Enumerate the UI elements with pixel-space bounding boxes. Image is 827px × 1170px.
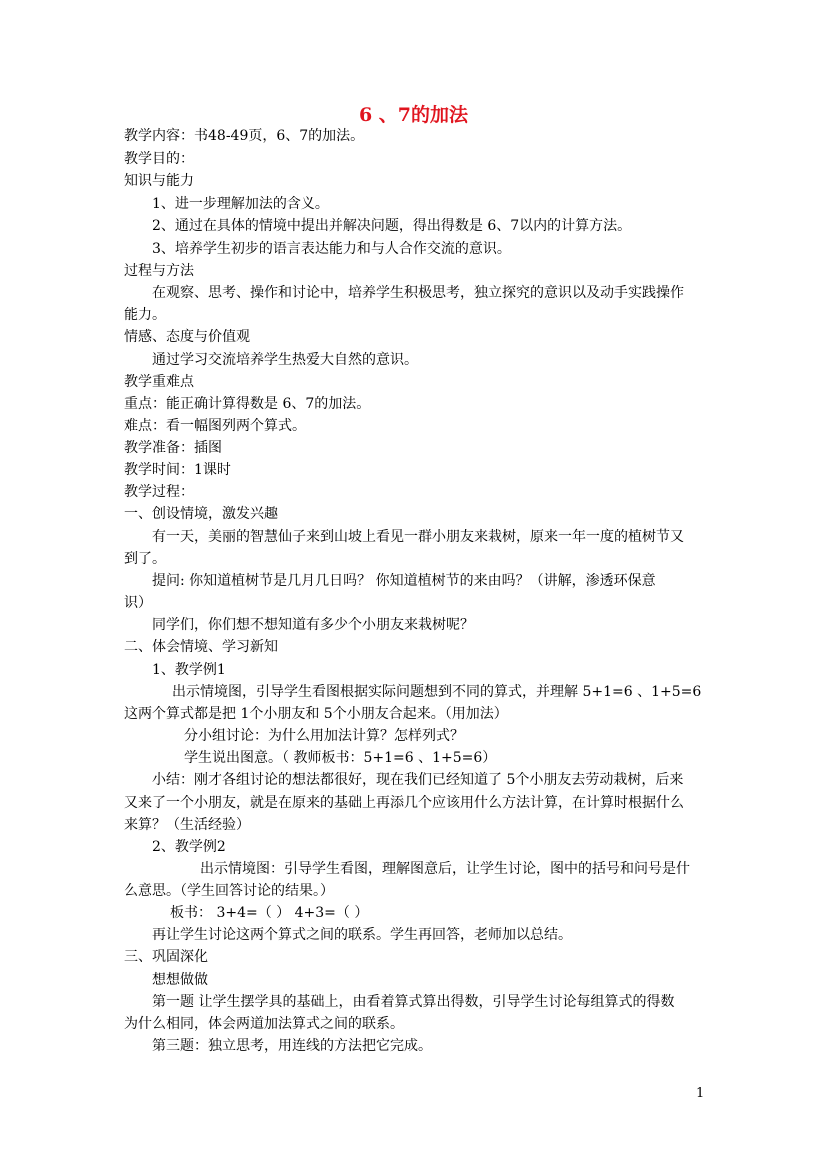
text-line: 来算？（生活经验） (124, 817, 250, 833)
text-line: 小结：刚才各组讨论的想法都很好，现在我们已经知道了 5个小朋友去劳动栽树，后来 (152, 772, 684, 788)
text-line: 这两个算式都是把 1个小朋友和 5个小朋友合起来。（用加法） (124, 706, 508, 722)
text-line: 出示情境图：引导学生看图，理解图意后，让学生讨论，图中的括号和问号是什 (200, 861, 690, 877)
text-line: 知识与能力 (124, 173, 194, 189)
text-line: 出示情境图，引导学生看图根据实际问题想到不同的算式，并理解 5+1=6 、1+5=6 (172, 684, 702, 700)
text-line: 分小组讨论：为什么用加法计算？怎样列式？ (184, 728, 464, 744)
text-line: 教学时间：1课时 (124, 462, 231, 478)
text-line: 为什么相同，体会两道加法算式之间的联系。 (124, 1016, 404, 1032)
text-line: 到了。 (124, 551, 166, 567)
text-line: 二、体会情境、学习新知 (124, 639, 278, 655)
text-line: 能力。 (124, 307, 166, 323)
text-line: 想想做做 (152, 972, 208, 988)
text-line: 教学准备：插图 (124, 440, 222, 456)
text-line: 2、通过在具体的情境中提出并解决问题，得出得数是 6、7以内的计算方法。 (152, 218, 632, 234)
text-line: 在观察、思考、操作和讨论中，培养学生积极思考，独立探究的意识以及动手实践操作 (152, 285, 684, 301)
text-line: 重点：能正确计算得数是 6、7的加法。 (124, 396, 371, 412)
text-line: 三、巩固深化 (124, 949, 208, 965)
text-line: 3、培养学生初步的语言表达能力和与人合作交流的意识。 (152, 241, 511, 257)
text-line: 提问: 你知道植树节是几月几日吗？ 你知道植树节的来由吗？（讲解，渗透环保意 (152, 573, 656, 589)
text-line: 教学过程： (124, 484, 194, 500)
text-line: 教学目的： (124, 151, 194, 167)
text-line: 第三题：独立思考，用连线的方法把它完成。 (152, 1038, 432, 1054)
text-line: 学生说出图意。（ 教师板书：5+1=6 、1+5=6） (184, 750, 497, 766)
text-line: 1、进一步理解加法的含义。 (152, 196, 329, 212)
text-line: 么意思。（学生回答讨论的结果。） (124, 883, 334, 899)
text-line: 情感、态度与价值观 (124, 329, 250, 345)
text-line: 一、创设情境，激发兴趣 (124, 506, 278, 522)
text-line: 过程与方法 (124, 263, 194, 279)
text-line: 通过学习交流培养学生热爱大自然的意识。 (152, 352, 418, 368)
text-line: 同学们，你们想不想知道有多少个小朋友来栽树呢？ (152, 617, 474, 633)
page-number: 1 (696, 1086, 705, 1101)
text-line: 有一天，美丽的智慧仙子来到山坡上看见一群小朋友来栽树，原来一年一度的植树节又 (152, 529, 684, 545)
page-title: 6 、7的加法 (358, 104, 469, 126)
text-line: 第一题 让学生摆学具的基础上，由看着算式算出得数，引导学生讨论每组算式的得数 (152, 994, 675, 1010)
text-line: 难点：看一幅图列两个算式。 (124, 418, 306, 434)
text-line: 教学内容：书48-49页，6、7的加法。 (124, 128, 365, 144)
text-line: 识） (124, 595, 152, 611)
text-line: 又来了一个小朋友，就是在原来的基础上再添几个应该用什么方法计算，在计算时根据什么 (124, 795, 684, 811)
text-line: 再让学生讨论这两个算式之间的联系。学生再回答，老师加以总结。 (152, 927, 572, 943)
text-line: 教学重难点 (124, 374, 194, 390)
text-line: 2、教学例2 (152, 839, 226, 855)
text-line: 板书： 3+4=（ ） 4+3=（ ） (170, 905, 369, 921)
text-line: 1、教学例1 (152, 662, 226, 678)
